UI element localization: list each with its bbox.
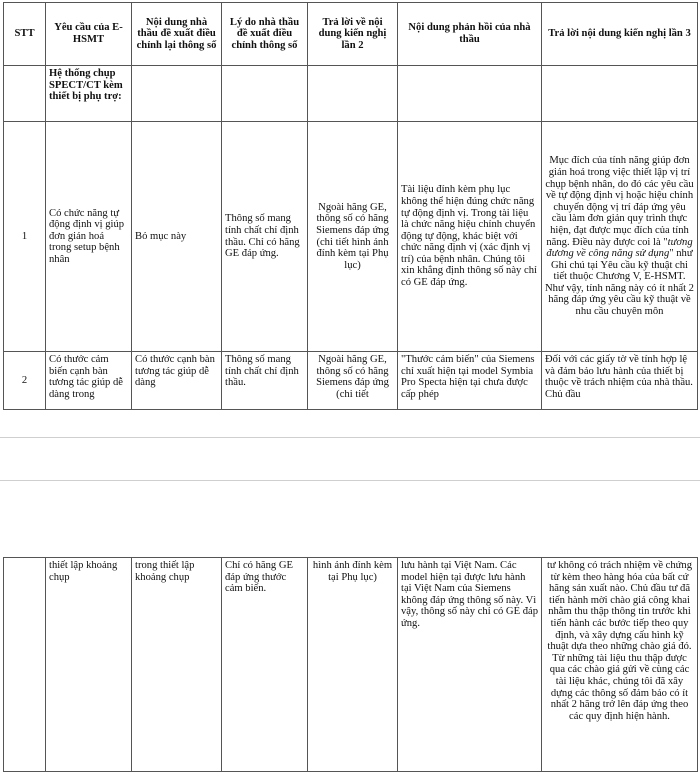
cell-proposed-content: trong thiết lập khoảng chụp bbox=[132, 558, 222, 772]
document-page-bottom bbox=[0, 550, 700, 779]
cell-reply-3: Đối với các giấy tờ về tính hợp lệ và đảm bảo lưu hành của thiết bị thuộc về trách nhiệm của nhà thầu. Chủ đầu bbox=[542, 352, 698, 410]
cell-contractor-feedback: lưu hành tại Việt Nam. Các model hiện tại được lưu hành tại Việt Nam của Siemens không đáp ứng thông số này. Vì vậy, thông số này chỉ có GE đáp ứng. bbox=[398, 558, 542, 772]
header-contractor-feedback: Nội dung phản hồi của nhà thầu bbox=[398, 3, 542, 66]
cell-reply-2: Ngoài hãng GE, thông số có hãng Siemens đáp ứng (chi tiết hình ảnh đính kèm tại Phụ lục) bbox=[308, 122, 398, 352]
cell-reason: Thông số mang tính chất chỉ định thầu. bbox=[222, 352, 308, 410]
cell-reason: Thông số mang tính chất chỉ định thầu. Chỉ có hãng GE đáp ứng. bbox=[222, 122, 308, 352]
row-number: 2 bbox=[4, 352, 46, 410]
cell-reply-3: tư không có trách nhiệm về chứng từ kèm theo hàng hóa của bất cứ hãng sản xuất nào. Chủ đầu tư đã tiến hành mời chào giá công khai nhằm thu thập thông tin trước khi tiến hành các bước tiếp theo quy định, và xây dựng cấu hình kỹ thuật dựa theo những chào giá đó. Từ những tài liệu thu thập được qua các chào giá gửi về cùng các tài liệu khác, chúng tôi đã xây dựng các thông số đảm bảo có ít nhất 2 hãng trở lên đáp ứng theo các quy định hiện hành. bbox=[542, 558, 698, 772]
section-row bbox=[4, 66, 698, 122]
page-divider-bottom bbox=[0, 480, 700, 481]
header-reason: Lý do nhà thầu đề xuất điều chỉnh thông số bbox=[222, 3, 308, 66]
cell-proposed-content: Có thước cạnh bàn tương tác giúp dễ dàng bbox=[132, 352, 222, 410]
row-number: 1 bbox=[4, 122, 46, 352]
header-stt: STT bbox=[4, 3, 46, 66]
cell-reply-2: Ngoài hãng GE, thông số có hãng Siemens đáp ứng (chi tiết bbox=[308, 352, 398, 410]
cell-contractor-feedback: "Thước cảm biến" của Siemens chỉ xuất hiện tại model Symbia Pro Specta hiện tại chưa được cấp phép bbox=[398, 352, 542, 410]
cell-requirement: thiết lập khoảng chụp bbox=[46, 558, 132, 772]
cell-reply-3: Mục đích của tính năng giúp đơn gián hoá trong việc thiết lập vị trí chụp bệnh nhân, do đó các yêu cầu về tự động định vị hoặc hiệu chỉnh chuyển động vị trí đáp ứng yêu cầu làm đơn giản quy trình thực hiện, đạt được mục đích của tính năng. Điều này được coi là "tương đương về công năng sử dụng" như Ghi chú tại Yêu cầu kỹ thuật chi tiết thuộc Chương V, E-HSMT. Như vậy, tính năng này có ít nhất 2 hãng đáp ứng yêu cầu kỹ thuật về nhu cầu chuyên môn bbox=[542, 122, 698, 352]
cell-reply-2: hình ảnh đính kèm tại Phụ lục) bbox=[308, 558, 398, 772]
header-proposed-content: Nội dung nhà thầu đề xuất điều chỉnh lại thông số bbox=[132, 3, 222, 66]
cell-requirement: Có thước cảm biến cạnh bàn tương tác giúp dễ dàng trong bbox=[46, 352, 132, 410]
header-reply-3: Trả lời nội dung kiến nghị lần 3 bbox=[542, 3, 698, 66]
header-reply-2: Trả lời về nội dung kiến nghị lần 2 bbox=[308, 3, 398, 66]
section-title: Hệ thống chụp SPECT/CT kèm thiết bị phụ trợ: bbox=[46, 66, 132, 122]
cell-proposed-content: Bỏ mục này bbox=[132, 122, 222, 352]
cell-reason: Chỉ có hãng GE đáp ứng thước cảm biến. bbox=[222, 558, 308, 772]
page-divider-top bbox=[0, 437, 700, 438]
table-row bbox=[4, 352, 698, 410]
table-row bbox=[4, 122, 698, 352]
emphasis-text: tương đương về công năng sử dụng bbox=[546, 236, 693, 260]
header-requirement: Yêu cầu của E-HSMT bbox=[46, 3, 132, 66]
cell-requirement: Có chức năng tự động định vị giúp đơn gián hoá trong setup bệnh nhân bbox=[46, 122, 132, 352]
table-row bbox=[4, 558, 698, 772]
cell-contractor-feedback: Tài liệu đính kèm phụ lục không thể hiện đúng chức năng tự động định vị. Trong tài liệu là chức năng hiệu chỉnh chuyển động tự động, khác biệt với chức năng định vị (xác định vị trí) của bệnh nhân. Chúng tôi xin khẳng định thông số này chỉ có GE đáp ứng. bbox=[398, 122, 542, 352]
spec-table-part-2 bbox=[3, 557, 698, 772]
spec-table-part-1 bbox=[3, 2, 698, 410]
table-header-row bbox=[4, 3, 698, 66]
